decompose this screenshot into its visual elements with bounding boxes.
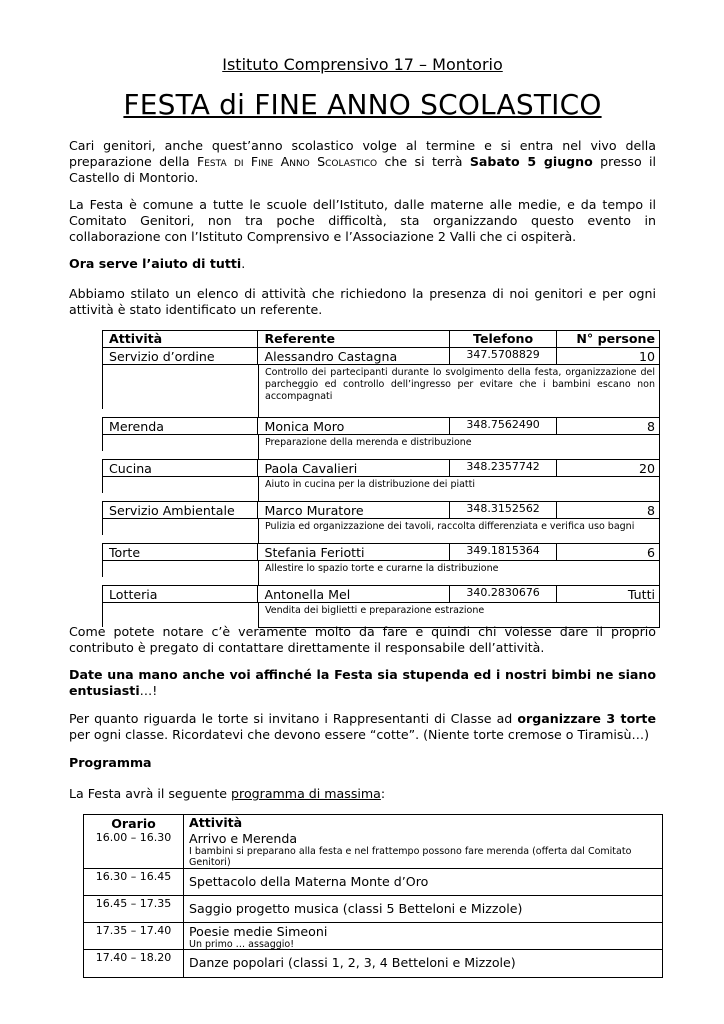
programme-row	[84, 868, 662, 895]
activity-description: Aiuto in cucina per la distribuzione dei piatti	[265, 479, 476, 490]
activity-name: Lotteria	[103, 586, 258, 602]
activities-header-row	[102, 330, 660, 347]
activities-intro: Abbiamo stilato un elenco di attività che richiedono la presenza di noi genitori e per ogni attività è stato identificato un referente.	[69, 286, 656, 317]
header-people: N° persone	[576, 331, 656, 346]
activity-phone: 347.5708829	[450, 348, 558, 364]
activity-name: Servizio Ambientale	[103, 502, 258, 518]
header-time: Orario	[84, 815, 184, 830]
activity-row	[102, 543, 660, 560]
programme-activity: Saggio progetto musica (classi 5 Betteloni e Mizzole)	[189, 901, 523, 916]
activity-name: Cucina	[103, 460, 258, 476]
activity-phone: 348.3152562	[450, 502, 558, 518]
activity-referent: Antonella Mel	[258, 586, 449, 602]
activity-description: Pulizia ed organizzazione dei tavoli, raccolta differenziata e verifica uso bagni	[265, 521, 635, 532]
activity-name: Torte	[103, 544, 258, 560]
activity-referent: Stefania Feriotti	[258, 544, 449, 560]
activity-phone: 340.2830676	[450, 586, 558, 602]
activity-description: Vendita dei biglietti e preparazione estrazione	[265, 605, 485, 616]
programme-row	[84, 949, 662, 977]
activity-referent: Marco Muratore	[258, 502, 449, 518]
contact-paragraph: Come potete notare c’è veramente molto da fare e quindi chi volesse dare il proprio contributo è pregato di contattare direttamente il responsabile dell’attività.	[69, 624, 656, 655]
activity-people: Tutti	[627, 587, 656, 602]
programme-activity: Spettacolo della Materna Monte d’Oro	[189, 874, 429, 889]
activity-row	[102, 501, 660, 518]
programme-time: 16.30 – 16.45	[84, 869, 184, 895]
header-phone: Telefono	[450, 331, 558, 347]
activity-description-row	[102, 560, 660, 577]
activity-referent: Alessandro Castagna	[258, 348, 449, 364]
programme-table	[83, 814, 663, 978]
programme-note: Un primo … assaggio!	[189, 939, 295, 950]
help-heading: Ora serve l’aiuto di tutti.	[69, 256, 246, 271]
activity-description: Allestire lo spazio torte e curarne la distribuzione	[265, 563, 499, 574]
programme-header-row	[84, 815, 662, 830]
programme-body	[84, 830, 662, 977]
activity-row	[102, 585, 660, 602]
activity-row	[102, 417, 660, 434]
programme-note: I bambini si preparano alla festa e nel frattempo possono fare merenda (offerta dal Comitato Genitori)	[189, 846, 632, 868]
activities-table	[102, 330, 660, 628]
header-activity: Attività	[103, 331, 258, 347]
programme-time: 17.40 – 18.20	[84, 950, 184, 977]
activity-phone: 348.2357742	[450, 460, 558, 476]
intro-paragraph: Cari genitori, anche quest’anno scolastico volge al termine e si entra nel vivo della preparazione della Festa di Fine Anno Scolastico che si terrà Sabato 5 giugno presso il Castello di Montorio.	[69, 138, 657, 185]
activity-description-row	[102, 434, 660, 451]
programme-intro: La Festa avrà il seguente programma di massima:	[69, 786, 386, 801]
programme-time: 16.00 – 16.30	[84, 830, 184, 868]
activity-description-row	[102, 518, 660, 535]
programme-activity: Danze popolari (classi 1, 2, 3, 4 Betteloni e Mizzole)	[189, 955, 516, 970]
activity-people: 6	[647, 545, 656, 560]
programme-row	[84, 895, 662, 922]
programme-activity: Poesie medie Simeoni	[189, 924, 328, 939]
activity-phone: 348.7562490	[450, 418, 558, 434]
event-date: Sabato 5 giugno	[469, 154, 593, 169]
activities-body	[102, 347, 660, 627]
header-referent: Referente	[258, 331, 449, 347]
activity-row	[102, 459, 660, 476]
activity-description-row	[102, 476, 660, 493]
activity-description-row	[102, 364, 660, 409]
activity-referent: Paola Cavalieri	[258, 460, 449, 476]
activity-name: Merenda	[103, 418, 258, 434]
activity-description: Controllo dei partecipanti durante lo svolgimento della festa, organizzazione del parcheggio ed controllo dell’ingresso per evitare che i bambini escano non accompagnati	[265, 367, 655, 402]
programme-row	[84, 922, 662, 949]
committee-paragraph: La Festa è comune a tutte le scuole dell’Istituto, dalle materne alle medie, e da tempo il Comitato Genitori, non tra poche difficoltà, sta organizzando questo evento in collaborazione con l’Istituto Comprensivo e l’Associazione 2 Valli che ci ospiterà.	[69, 197, 656, 244]
programme-heading: Programma	[69, 755, 152, 770]
programme-time: 16.45 – 17.35	[84, 896, 184, 922]
activity-name: Servizio d’ordine	[103, 348, 258, 364]
activity-phone: 349.1815364	[450, 544, 558, 560]
programme-activity: Arrivo e Merenda	[189, 831, 298, 846]
event-name: Festa di Fine Anno Scolastico	[197, 154, 378, 169]
activity-people: 8	[647, 419, 656, 434]
activity-description: Preparazione della merenda e distribuzione	[265, 437, 472, 448]
institute-name: Istituto Comprensivo 17 – Montorio	[222, 55, 503, 74]
activity-people: 10	[638, 349, 656, 364]
cakes-paragraph: Per quanto riguarda le torte si invitano i Rappresentanti di Classe ad organizzare 3 torte per ogni classe. Ricordatevi che devono essere “cotte”. (Niente torte cremose o Tiramisù…)	[69, 711, 656, 742]
activity-referent: Monica Moro	[258, 418, 449, 434]
programme-row	[84, 830, 662, 868]
activity-row	[102, 347, 660, 364]
appeal-paragraph: Date una mano anche voi affinché la Festa sia stupenda ed i nostri bimbi ne siano entusiasti…!	[69, 667, 656, 698]
programme-time: 17.35 – 17.40	[84, 923, 184, 949]
activity-people: 8	[647, 503, 656, 518]
page-title: FESTA di FINE ANNO SCOLASTICO	[123, 88, 602, 121]
header-programme-activity: Attività	[189, 815, 243, 830]
activity-people: 20	[638, 461, 656, 476]
